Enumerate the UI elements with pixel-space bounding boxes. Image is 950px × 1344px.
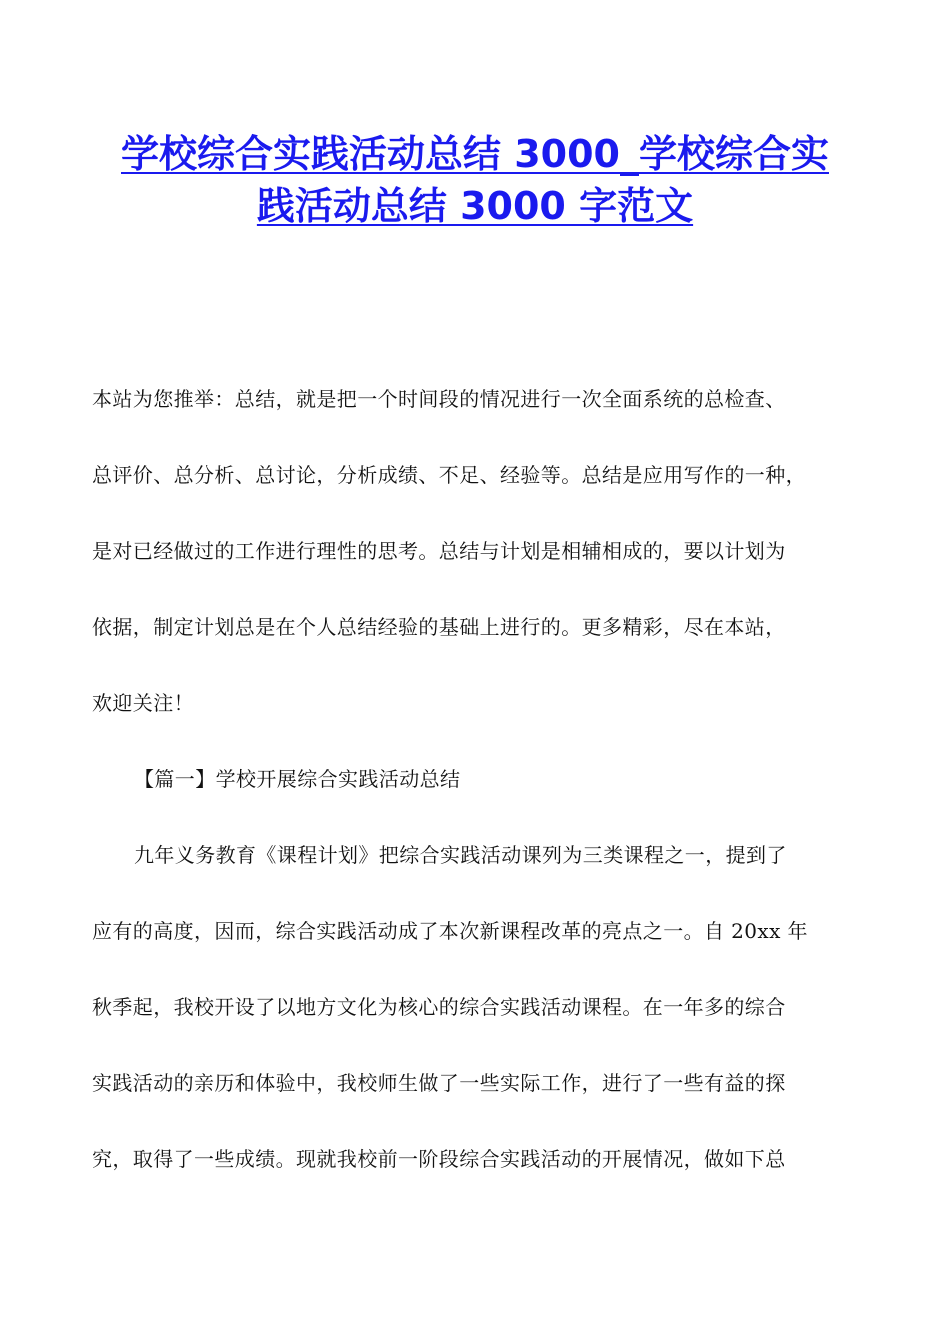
section-paragraph xyxy=(92,817,872,1197)
title-link-line-1[interactable]: 学校综合实践活动总结 3000_学校综合实 xyxy=(121,132,829,176)
document-title xyxy=(60,128,890,232)
intro-line: 欢迎关注！ xyxy=(92,691,194,715)
section-line: 秋季起，我校开设了以地方文化为核心的综合实践活动课程。在一年多的综合 xyxy=(92,995,786,1019)
intro-line: 本站为您推举：总结，就是把一个时间段的情况进行一次全面系统的总检查、 xyxy=(92,387,786,411)
intro-line: 总评价、总分析、总讨论，分析成绩、不足、经验等。总结是应用写作的一种， xyxy=(92,463,806,487)
title-link-line-2[interactable]: 践活动总结 3000 字范文 xyxy=(256,184,694,228)
section-line: 九年义务教育《课程计划》把综合实践活动课列为三类课程之一，提到了 xyxy=(134,843,787,867)
intro-line: 依据，制定计划总是在个人总结经验的基础上进行的。更多精彩，尽在本站， xyxy=(92,615,786,639)
section-heading: 【篇一】学校开展综合实践活动总结 xyxy=(134,767,461,791)
section-line: 究，取得了一些成绩。现就我校前一阶段综合实践活动的开展情况，做如下总 xyxy=(92,1147,786,1171)
intro-line: 是对已经做过的工作进行理性的思考。总结与计划是相辅相成的，要以计划为 xyxy=(92,539,786,563)
intro-paragraph xyxy=(92,361,872,741)
section-line: 实践活动的亲历和体验中，我校师生做了一些实际工作，进行了一些有益的探 xyxy=(92,1071,786,1095)
section-line: 应有的高度，因而，综合实践活动成了本次新课程改革的亮点之一。自 20xx 年 xyxy=(92,919,808,943)
section-heading-block xyxy=(92,741,872,817)
